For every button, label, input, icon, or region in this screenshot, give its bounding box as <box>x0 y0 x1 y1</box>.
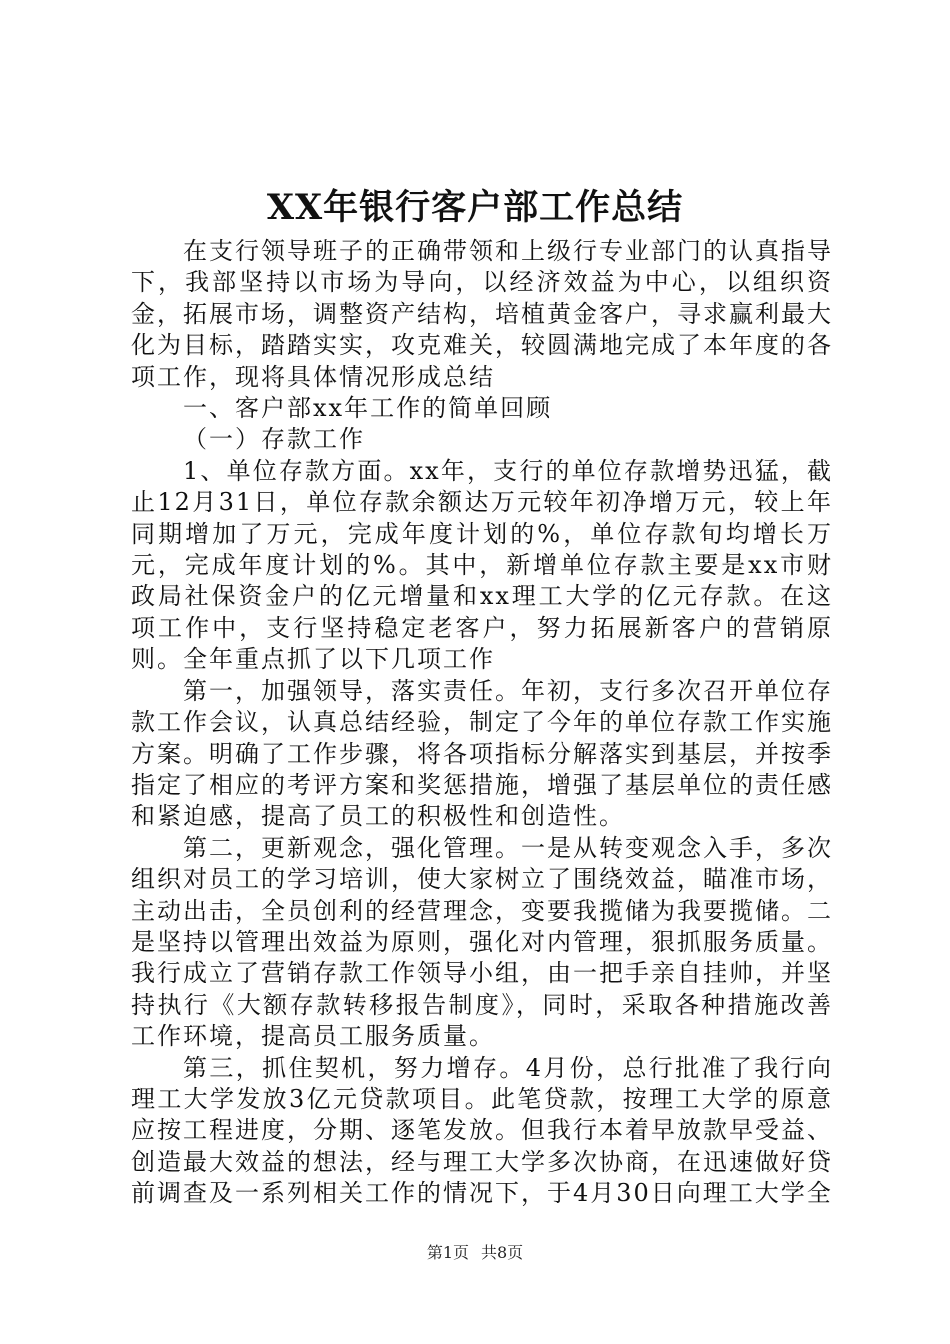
subsection-heading: （一）存款工作 <box>183 425 365 454</box>
paragraph-intro: 在支行领导班子的正确带领和上级行专业部门的认真指导下，我部坚持以市场为导向，以经济效益为中心，以组织资金，拓展市场，调整资产结构，培植黄金客户，寻求赢利最大化为目标，踏踏实实，攻克难关，较圆满地完成了本年度的各项工作，现将具体情况形成总结 <box>131 237 833 391</box>
document-body <box>131 236 833 1210</box>
section-heading: 一、客户部xx年工作的简单回顾 <box>183 394 553 423</box>
page-footer <box>0 1241 950 1265</box>
paragraph-unit-deposits: 1、单位存款方面。xx年，支行的单位存款增势迅猛，截止12月31日，单位存款余额达万元较年初净增万元，较上年同期增加了万元，完成年度计划的%，单位存款旬均增长万元，完成年度计划的%。其中，新增单位存款主要是xx市财政局社保资金户的亿元增量和xx理工大学的亿元存款。在这项工作中，支行坚持稳定老客户，努力拓展新客户的营销原则。全年重点抓了以下几项工作 <box>131 456 833 674</box>
paragraph-point-one: 第一，加强领导，落实责任。年初，支行多次召开单位存款工作会议，认真总结经验，制定了今年的单位存款工作实施方案。明确了工作步骤，将各项指标分解落实到基层，并按季指定了相应的考评方案和奖惩措施，增强了基层单位的责任感和紧迫感，提高了员工的积极性和创造性。 <box>131 676 833 831</box>
paragraph-point-three: 第三，抓住契机，努力增存。4月份，总行批准了我行向理工大学发放3亿元贷款项目。此笔贷款，按理工大学的原意应按工程进度，分期、逐笔发放。但我行本着早放款早受益、创造最大效益的想法，经与理工大学多次协商，在迅速做好贷前调查及一系列相关工作的情况下，于4月30日向理工大学全 <box>131 1053 833 1208</box>
page-number: 第1页 <box>426 1243 469 1262</box>
page-total: 共8页 <box>481 1243 524 1262</box>
paragraph-point-two: 第二，更新观念，强化管理。一是从转变观念入手，多次组织对员工的学习培训，使大家树立了围绕效益，瞄准市场，主动出击，全员创利的经营理念，变要我揽储为我要揽储。二是坚持以管理出效益为原则，强化对内管理，狠抓服务质量。我行成立了营销存款工作领导小组，由一把手亲自挂帅，并坚持执行《大额存款转移报告制度》，同时，采取各种措施改善工作环境，提高员工服务质量。 <box>131 833 833 1051</box>
document-title: XX年银行客户部工作总结 <box>266 187 684 228</box>
